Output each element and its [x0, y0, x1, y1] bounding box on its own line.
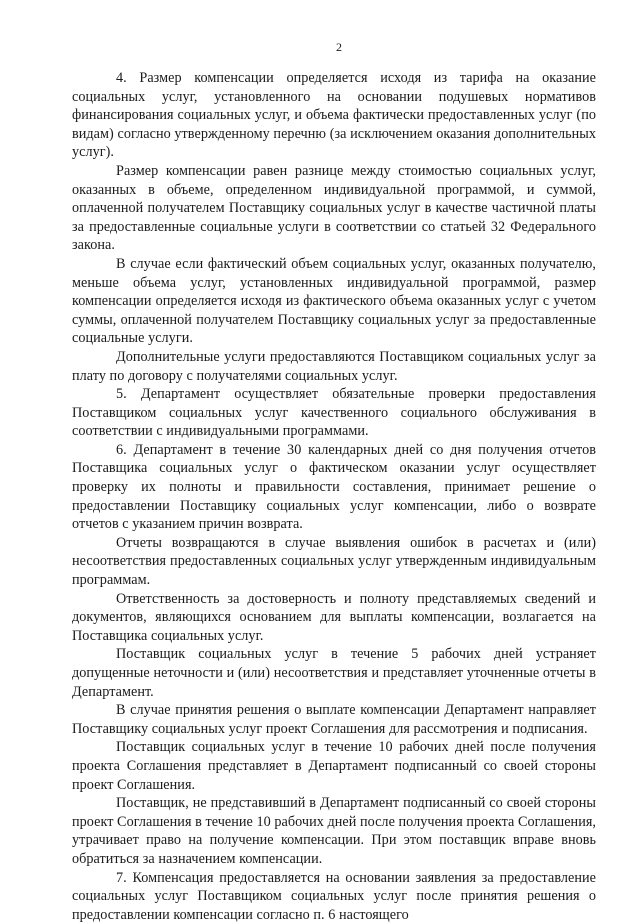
paragraph-loss-of-right: Поставщик, не представивший в Департамент подписанный со своей стороны проект Соглашения в течение 10 рабочих дней после получения проекта Соглашения, утрачивает право на получение компенсации. При этом поставщик вправе вновь обратиться за назначением компенсации.	[72, 795, 597, 867]
paragraph-item-5: 5. Департамент осуществляет обязательные проверки предоставления Поставщиком социальных услуг качественного социального обслуживания в соответствии с индивидуальными программами.	[72, 386, 596, 440]
page-number: 2	[336, 40, 342, 54]
paragraph-compensation-size: Размер компенсации равен разнице между стоимостью социальных услуг, оказанных в объеме, определенном индивидуальной программой, и суммой, оплаченной получателем Поставщику социальных услуг в качестве частичной платы за предоставленные социальные услуги в соответствии со статьей 32 Федерального закона.	[72, 162, 596, 254]
paragraph-corrections: Поставщик социальных услуг в течение 5 рабочих дней устраняет допущенные неточности и (или) несоответствия и представляет уточненные отчеты в Департамент.	[72, 646, 596, 700]
paragraph-item-4: 4. Размер компенсации определяется исходя из тарифа на оказание социальных услуг, установленного на основании подушевых нормативов финансирования социальных услуг, и объема фактически предоставленных услуг (по видам) согласно утвержденному перечню (за исключением оказания дополнительных услуг).	[72, 70, 596, 161]
paragraph-agreement-draft: В случае принятия решения о выплате компенсации Департамент направляет Поставщику социальных услуг проект Соглашения для рассмотрения и подписания.	[72, 702, 596, 737]
paragraph-signed-agreement: Поставщик социальных услуг в течение 10 рабочих дней после получения проекта Соглашения представляет в Департамент подписанный со своей стороны проект Соглашения.	[72, 739, 596, 793]
paragraph-item-7: 7. Компенсация предоставляется на основании заявления за предоставление социальных услуг Поставщиком социальных услуг после принятия решения о предоставлении компенсации согласно п. 6 настоящего	[72, 869, 596, 923]
paragraph-reports-returned: Отчеты возвращаются в случае выявления ошибок в расчетах и (или) несоответствия предоставленных социальных услуг утвержденным индивидуальным программам.	[72, 534, 596, 589]
paragraph-item-6: 6. Департамент в течение 30 календарных дней со дня получения отчетов Поставщика социальных услуг о фактическом оказании услуг осуществляет проверку их полноты и правильности составления, принимает решение о предоставлении Поставщику социальных услуг компенсации, либо о возврате отчетов с указанием причин возврата.	[72, 441, 596, 533]
paragraph-responsibility: Ответственность за достоверность и полноту представляемых сведений и документов, являющихся основанием для выплаты компенсации, возлагается на Поставщика социальных услуг.	[72, 590, 596, 644]
paragraph-additional-services: Дополнительные услуги предоставляются Поставщиком социальных услуг за плату по договору с получателями социальных услуг.	[72, 348, 596, 384]
paragraph-actual-volume: В случае если фактический объем социальных услуг, оказанных получателю, меньше объема услуг, установленных индивидуальной программой, размер компенсации определяется исходя из фактического объема оказанных услуг с учетом суммы, оплаченной получателем Поставщику социальных услуг за предоставленные социальные услуги.	[72, 255, 596, 347]
